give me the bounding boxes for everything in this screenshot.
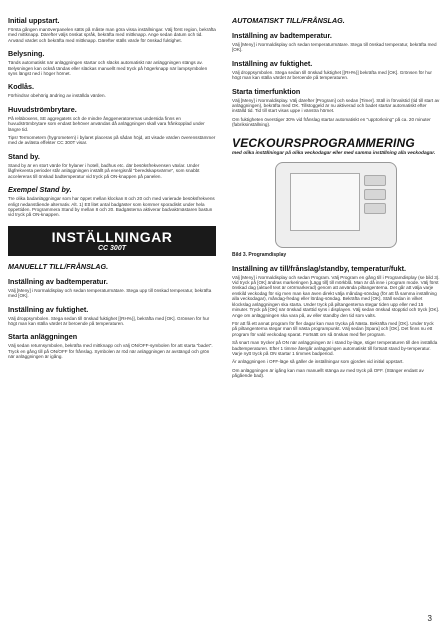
section-title-code-lock: Kodlås. (8, 82, 34, 92)
settings-banner (8, 226, 216, 256)
section-text-weekly-settings-4: Är anläggningen i OFF-läge så gäller de inställningar som gjordes vid initial uppstart. (232, 359, 404, 365)
device-screen (290, 173, 360, 231)
banner-title: INSTÄLLNINGAR (51, 228, 173, 245)
section-text-lighting: Tänds automatiskt när anläggningen startar och släcks automatiskt när anläggningen stängs av. Belysningen kan också tändas eller släckas manuellt med tryck på högerknapp när lampsymbolen syns längst ned i höger hörnet. (8, 60, 208, 77)
page-number: 3 (427, 614, 432, 623)
banner-subtitle: CC 300T (97, 244, 126, 252)
section-title-main-switch: Huvudströmbrytare. (8, 104, 77, 114)
section-title-standby: Stand by. (8, 151, 40, 161)
left-column (8, 10, 216, 363)
section-text-weekly-settings-3: Så snart man trycker på ON när anläggningen är i stand by-läge, stiger temperaturen till den inställda badtemperaturen. Efter 1 timme återgår anläggningen automatiskt till fortsatt stand by-temperatur. Varje nytt tryck på ON startar 1 timmes badperiod. (232, 340, 438, 356)
section-text-weekly-settings-5: Om anläggningen är igång kan man manuellt stänga av med tryck på OFF. (Stänger endast av pågående bad). (232, 367, 424, 379)
section-text-bath-temp-auto: Välj [Meny] i Normaldisplay och sedan temperaturmätare. Stega till önskad temperatur, bekräfta med [OK]. (232, 42, 437, 53)
section-title-timer: Starta timerfunktion (232, 86, 301, 96)
section-text-main-switch: På reläboxens, SE aggregatets och de mindre ånggeneratorernas undersida finns en huvudströmbrytare som endast behöver användas då anläggningen skall vara frånkopplad under längre tid. (8, 115, 205, 132)
tip-text: Tips! Termometern (hygrometern) i bylaret placeras på sådan höjd, att visade värden överensstämmer med de avlästa effekter CC 300T visar. (8, 135, 216, 146)
section-title-weekly-settings: Inställning av till/frånslag/standby, temperatur/fukt. (232, 263, 406, 273)
section-text-weekly-settings-2: För att få ett annat program för fler dagar kan man trycka på Nästa. Bekräfta med [OK]. Under tryck på piltangenterna stegar man till nästa programpunkt. Välj sedan [Spara] och [OK]. Det finns nu ett program för vald veckodag sparat. Fortsätt om så önskas med fler program. (232, 320, 434, 337)
section-text-bath-temp-manual: Välj [Meny] i Normaldisplay och sedan temperaturmätare. Stega upp till önskad temperatur, bekräfta med [OK]. (8, 287, 212, 299)
section-title-humidity-manual: Inställning av fuktighet. (8, 304, 89, 314)
section-title-start-system: Starta anläggningen (8, 332, 78, 342)
section-text-humidity-auto: Välj droppsymbolen. Stega sedan till önskad fuktighet [(RH%)] bekräfta med [OK]. Grönsen för hur högt man kan ställa värdet är beroende på temperaturen. (232, 69, 432, 81)
section-text-humidity-manual: Välj droppsymbolen. Stega sedan till önskad fuktighet [(RH%)], bekräfta med [OK]. Grönsen för hur högt man kan ställa värdet är beroende på temperaturen. (8, 315, 210, 326)
section-title-manual: MANUELLT TILL/FRÅNSLAG. (8, 261, 109, 271)
figure-caption: Bild 3. Programdisplay (232, 251, 287, 258)
section-title-lighting: Belysning. (8, 49, 45, 59)
section-text-standby: Stand by är en stort värde för hylaner i hotell, badhus etc. där besöksfrekvensen växlar. Under lågfrekventa perioder står anläggningen inställt på energisnål "beredskapsvärme", som snabbt accelereras till önskad badtemperatur vid tryck på ON-knappen på panelen. (8, 162, 200, 179)
section-text-timer: Välj [Meny] i Normaldisplay. Välj därefter [Program] och sedan [Timer]. Ställ in förvalstid (tid till start av anläggningen), bekräfta med OK. Tillstoggeld är nu aktiverad och badet startar automatiskt efter inställd tid. Tid till start visas uppe i vänstra hörnet. (232, 97, 440, 114)
section-text-weekly-settings: Välj [Meny] i Normaldisplay och sedan Program. Välj Program en gång till i Programdisplay (se bild 3). Vid tryck på [OK] ändras markeringen [Lägg till] till mörkblå. Man är då inne i program mode. Välj först önskad dag (aktuell text är orörmarkerad) genom att använda piltangenterna. Det går att välja varje enskild veckodag för sig men man kan även direkt välja måndag-söndag (för att få samma inställning alla veckodagar), måndag-fredag eller lördag-söndag. Bekräfta med [OK]. Ställ sedan in vilket klockslag anläggningen ska starta. Under tryck på piltangenterna stegar tiden upp eller ned 15 minuter. Tryck på [OK] när önskad starttid syns i displayen. Välj sedan önskad stopptid och tryck [OK]. Ange om anläggningen ska vara på, av eller standby den tid som valts. (232, 274, 440, 318)
device-key-middle (364, 189, 386, 200)
section-note-timer: Om fuktigheten överstiger 30% vid frånslag startar automatiskt en "upptorkning" på ca. 20 minuter (fabriksinställning). (232, 116, 431, 128)
section-title-example-standby: Exempel Stand by. (8, 185, 72, 195)
weekly-programming-heading: VECKOURSPROGRAMMERING (232, 135, 415, 150)
section-text-code-lock: Förhindrar obehörig ändring av inställda värden. (8, 93, 106, 99)
section-title-humidity-auto: Inställning av fuktighet. (232, 58, 313, 68)
device-key-top (364, 175, 386, 186)
right-column (232, 10, 440, 382)
section-title-bath-temp-manual: Inställning av badtemperatur. (8, 276, 108, 286)
section-title-bath-temp-auto: Inställning av badtemperatur. (232, 31, 332, 40)
program-display-illustration (275, 162, 397, 248)
section-text-start-system: Välj sedan returnsymbolen, bekräfta med mittknapp och välj ON/OFF-symbolen för att starta "badet". Tryck en gång till på ON/OFF för frånslag. Symbolen är röd när anläggningen är avstängd och grön när anläggningen är igång. (8, 343, 213, 360)
weekly-programming-subline: med olika inställningar på olika veckodagar eller med samma inställning alla veckodagar. (232, 150, 436, 156)
section-title-automatic: AUTOMATISKT TILL/FRÅNSLAG. (232, 16, 345, 25)
section-title-initial-startup: Initial uppstart. (8, 16, 60, 25)
section-text-initial-startup: Första gången manöverpanelen sätts på måste man göra vissa inställningar. Välj först region, bekräfta med mittknapp. Därefter väljs önskat språk, bekräfta med mittknapp. Ange sedan datum och tid. Använd värdet och bekräfta med mittknapp. Därefter ställs värde för önskad fuktighet. (8, 27, 216, 43)
section-text-example-standby: Tre olika badanläggningar som har öppet mellan klockan 8 och 20 och med varierade besöksfrekvens enligt nedanstående alternativ. Alt. 1) Ett litet antal badgäster som kommer sporadiskt under hela öppettiden. Programmera Stand by mellan 8 och 20. Badgästerna aktiverar badvaktmästaren bastun vid tryck på ON-knappen. (8, 196, 215, 218)
device-key-bottom (364, 203, 386, 214)
